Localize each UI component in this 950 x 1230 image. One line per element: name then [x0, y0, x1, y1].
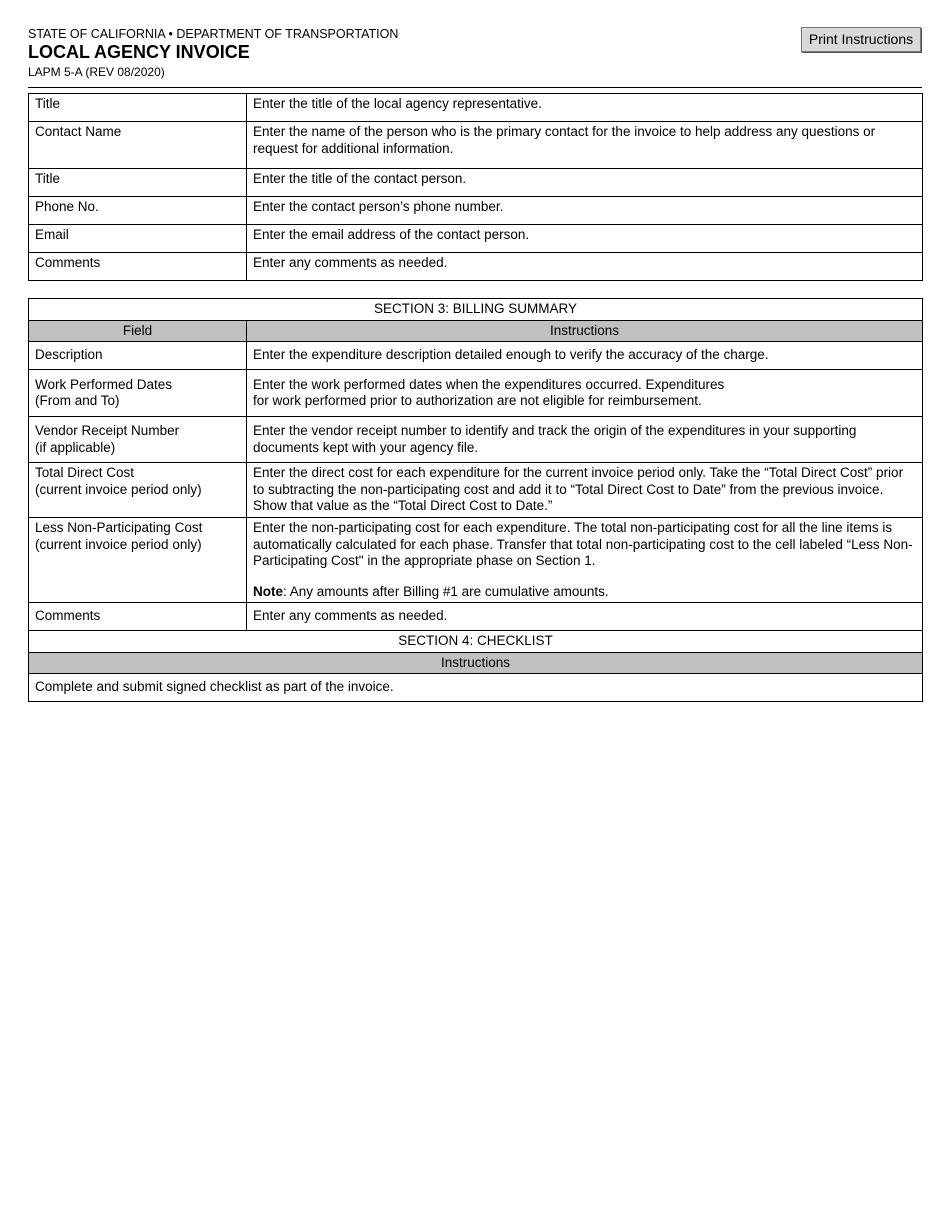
column-header-row	[29, 320, 923, 342]
field-line: Less Non-Participating Cost	[35, 520, 203, 535]
contact-table	[28, 93, 923, 281]
field-cell: Description	[29, 342, 247, 370]
table-row	[29, 370, 923, 417]
note-text: : Any amounts after Billing #1 are cumulative amounts.	[283, 583, 609, 599]
field-cell	[29, 463, 247, 518]
table-row	[29, 169, 923, 197]
field-cell: Title	[29, 94, 247, 122]
instructions-line: Enter the work performed dates when the expenditures occurred. Expenditures	[253, 376, 725, 392]
header-rule	[28, 87, 922, 88]
field-cell: Comments	[29, 603, 247, 631]
instructions-cell: Enter the contact person’s phone number.	[247, 197, 923, 225]
field-cell: Comments	[29, 253, 247, 281]
table-row	[29, 417, 923, 463]
instructions-cell	[247, 518, 923, 603]
agency-line: STATE OF CALIFORNIA • DEPARTMENT OF TRANSPORTATION	[28, 27, 399, 41]
field-line: Work Performed Dates	[35, 376, 173, 392]
section-3-heading-row	[29, 299, 923, 321]
section-4-column-header-row	[29, 652, 923, 674]
section-4-column-header: Instructions	[29, 652, 923, 674]
table-row	[29, 253, 923, 281]
field-cell	[29, 417, 247, 463]
instructions-cell	[247, 370, 923, 417]
field-cell	[29, 370, 247, 417]
instructions-cell: Enter the email address of the contact person.	[247, 225, 923, 253]
table-row	[29, 603, 923, 631]
table-row	[29, 122, 923, 169]
instructions-cell: Enter any comments as needed.	[247, 603, 923, 631]
table-row	[29, 342, 923, 370]
field-cell: Title	[29, 169, 247, 197]
table-row	[29, 674, 923, 702]
column-header-instructions: Instructions	[247, 320, 923, 342]
instructions-cell: Enter any comments as needed.	[247, 253, 923, 281]
note-line	[253, 584, 916, 601]
instructions-cell: Enter the direct cost for each expenditure for the current invoice period only. Take the “Total Direct Cost” prior to subtracting the non-participating cost and add it to “Total Direct Cost to Date” from the previous invoice. Show that value as the “Total Direct Cost to Date.”	[247, 463, 923, 518]
field-cell: Phone No.	[29, 197, 247, 225]
field-line: (current invoice period only)	[35, 481, 202, 497]
field-line: (current invoice period only)	[35, 536, 202, 552]
table-row	[29, 463, 923, 518]
instructions-cell: Enter the title of the contact person.	[247, 169, 923, 197]
table-row	[29, 518, 923, 603]
section-4-heading-row	[29, 631, 923, 653]
billing-summary-table	[28, 298, 923, 702]
section-3-heading: SECTION 3: BILLING SUMMARY	[29, 299, 923, 321]
column-header-field: Field	[29, 320, 247, 342]
field-cell: Email	[29, 225, 247, 253]
checklist-text: Complete and submit signed checklist as part of the invoice.	[29, 674, 923, 702]
table-row	[29, 225, 923, 253]
instructions-cell: Enter the title of the local agency representative.	[247, 94, 923, 122]
instructions-cell: Enter the name of the person who is the primary contact for the invoice to help address any questions or request for additional information.	[247, 122, 923, 169]
instructions-cell: Enter the expenditure description detailed enough to verify the accuracy of the charge.	[247, 342, 923, 370]
instructions-cell: Enter the vendor receipt number to identify and track the origin of the expenditures in your supporting documents kept with your agency file.	[247, 417, 923, 463]
form-code: LAPM 5-A (REV 08/2020)	[28, 65, 165, 79]
field-line: (From and To)	[35, 393, 120, 408]
print-instructions-button[interactable]: Print Instructions	[801, 27, 921, 52]
table-row	[29, 94, 923, 122]
field-cell	[29, 518, 247, 603]
field-line: Vendor Receipt Number	[35, 423, 180, 438]
instructions-line: for work performed prior to authorization are not eligible for reimbursement.	[253, 393, 702, 408]
table-row	[29, 197, 923, 225]
note-label: Note	[253, 583, 283, 599]
section-4-heading: SECTION 4: CHECKLIST	[29, 631, 923, 653]
field-line: (if applicable)	[35, 439, 116, 455]
field-line: Total Direct Cost	[35, 465, 135, 480]
field-cell: Contact Name	[29, 122, 247, 169]
page-title: LOCAL AGENCY INVOICE	[28, 42, 250, 62]
instructions-text: Enter the non-participating cost for each expenditure. The total non-participating cost for all the line items is automatically calculated for each phase. Transfer that total non-participating cost to the cell labeled “Less Non-Participating Cost" in the appropriate phase on Section 1.	[253, 520, 913, 568]
